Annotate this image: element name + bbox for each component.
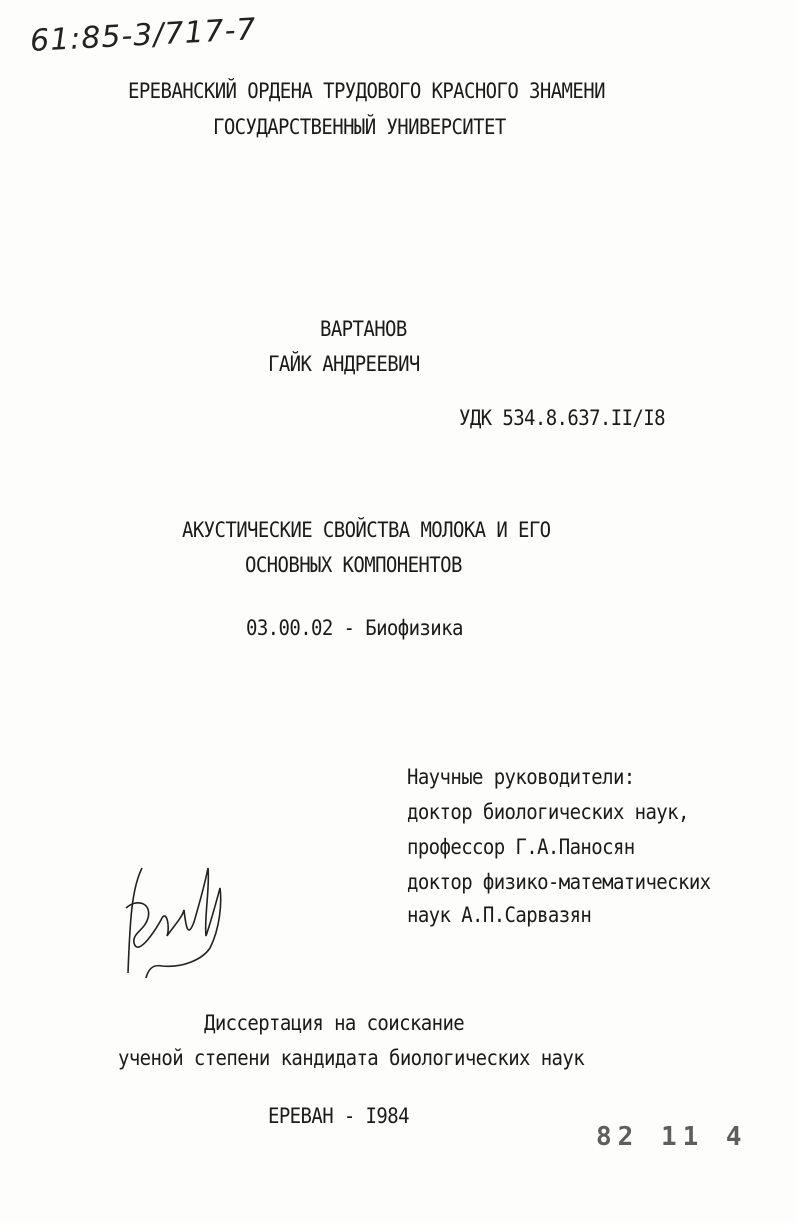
author-signature (112, 848, 232, 988)
supervisor-2-name: наук А.П.Сарвазян (407, 903, 592, 928)
archive-code: 61:85-3/717-7 (29, 12, 258, 59)
dissertation-line1: Диссертация на соискание (204, 1011, 465, 1036)
supervisor-2-degree: доктор физико-математических (407, 870, 711, 895)
udc-code: УДК 534.8.637.II/I8 (459, 406, 665, 431)
university-name-line1: ЕРЕВАНСКИЙ ОРДЕНА ТРУДОВОГО КРАСНОГО ЗНАМЕНИ (128, 79, 605, 104)
supervisor-1-name: профессор Г.А.Паносян (407, 835, 635, 860)
thesis-title-line2: ОСНОВНЫХ КОМПОНЕНТОВ (245, 553, 462, 578)
archive-stamp: 82 11 4 (596, 1122, 748, 1152)
university-name-line2: ГОСУДАРСТВЕННЫЙ УНИВЕРСИТЕТ (213, 115, 506, 140)
author-surname: ВАРТАНОВ (320, 317, 407, 342)
place-and-year: ЕРЕВАН - I984 (268, 1104, 409, 1129)
thesis-title-line1: АКУСТИЧЕСКИЕ СВОЙСТВА МОЛОКА И ЕГО (182, 518, 551, 543)
supervisor-1-degree: доктор биологических наук, (407, 800, 689, 825)
specialty-code: 03.00.02 - Биофизика (246, 616, 463, 641)
supervisors-heading: Научные руководители: (407, 765, 635, 790)
dissertation-line2: ученой степени кандидата биологических наук (118, 1046, 585, 1071)
author-given-names: ГАЙК АНДРЕЕВИЧ (268, 352, 420, 377)
